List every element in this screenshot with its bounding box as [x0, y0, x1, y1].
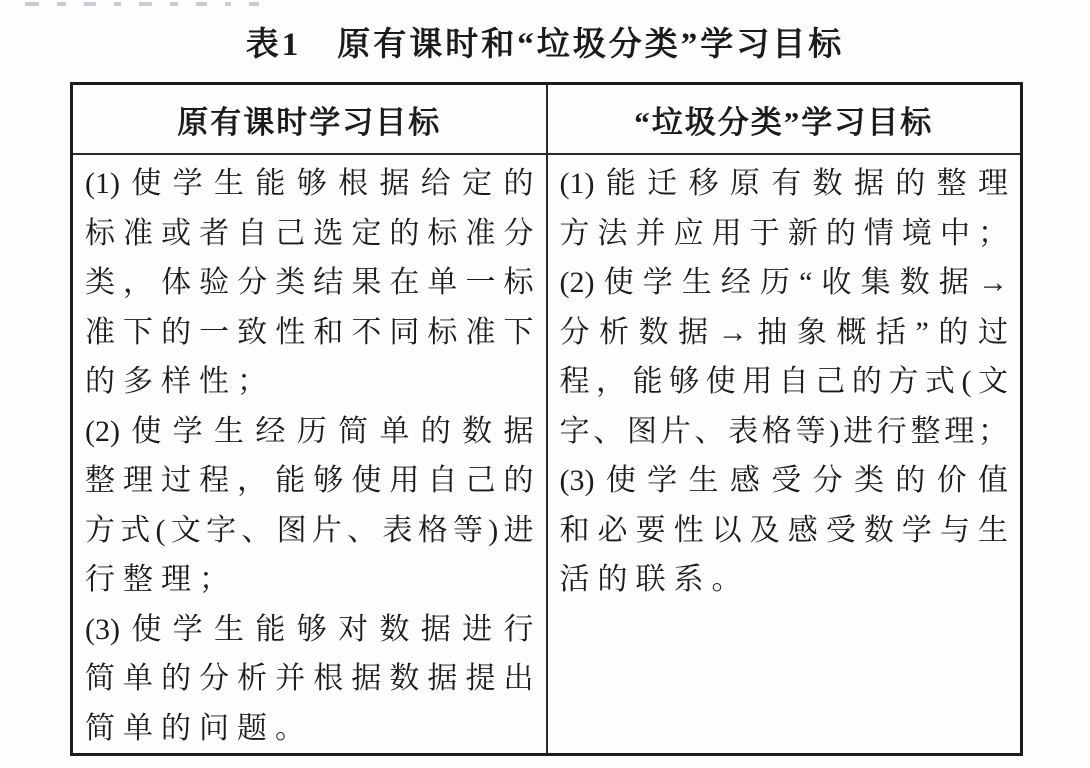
header-original-lesson-goals: 原有课时学习目标 [73, 85, 548, 153]
cropped-text-fragment [16, 0, 536, 8]
text-line: 行整理； [85, 563, 237, 596]
table-header-row [73, 85, 1020, 155]
text-line: 类，体验分类结果在单一标 [85, 266, 534, 299]
table-body-row [73, 155, 1020, 753]
learning-goals-table [70, 82, 1023, 756]
text-line: 准下的一致性和不同标准下 [85, 315, 534, 349]
text-line: (1)能迁移原有数据的整理 [559, 167, 1008, 200]
header-garbage-sorting-goals: “垃圾分类”学习目标 [634, 104, 934, 140]
text-line: 程，能够使用自己的方式(文 [559, 365, 1008, 398]
text-line: (1)使学生能够根据给定的 [85, 167, 534, 200]
text-line: 方法并应用于新的情境中； [559, 216, 1008, 250]
text-line: 字、图片、表格等)进行整理； [559, 414, 1008, 448]
text-line: 和必要性以及感受数学与生 [559, 513, 1008, 547]
table-caption: 表1 原有课时和“垃圾分类”学习目标 [245, 27, 845, 63]
text-line: (2)使学生经历简单的数据 [85, 414, 534, 448]
text-line: 方式(文字、图片、表格等)进 [85, 513, 534, 547]
text-line: 分析数据→抽象概括”的过 [559, 315, 1008, 349]
text-line: 整理过程，能够使用自己的 [85, 464, 534, 497]
text-line: 标准或者自己选定的标准分 [85, 216, 534, 250]
text-line: 简单的问题。 [85, 711, 313, 745]
text-line: 的多样性； [85, 365, 275, 398]
text-line: 简单的分析并根据数据提出 [85, 662, 534, 695]
text-line: (2)使学生经历“收集数据→ [559, 266, 1008, 299]
cell-original-lesson-goals [73, 155, 548, 753]
text-line: (3)使学生感受分类的价值 [559, 464, 1008, 497]
text-line: (3)使学生能够对数据进行 [85, 612, 534, 646]
text-line: 活的联系。 [559, 563, 750, 596]
cell-garbage-sorting-goals [548, 155, 1021, 753]
